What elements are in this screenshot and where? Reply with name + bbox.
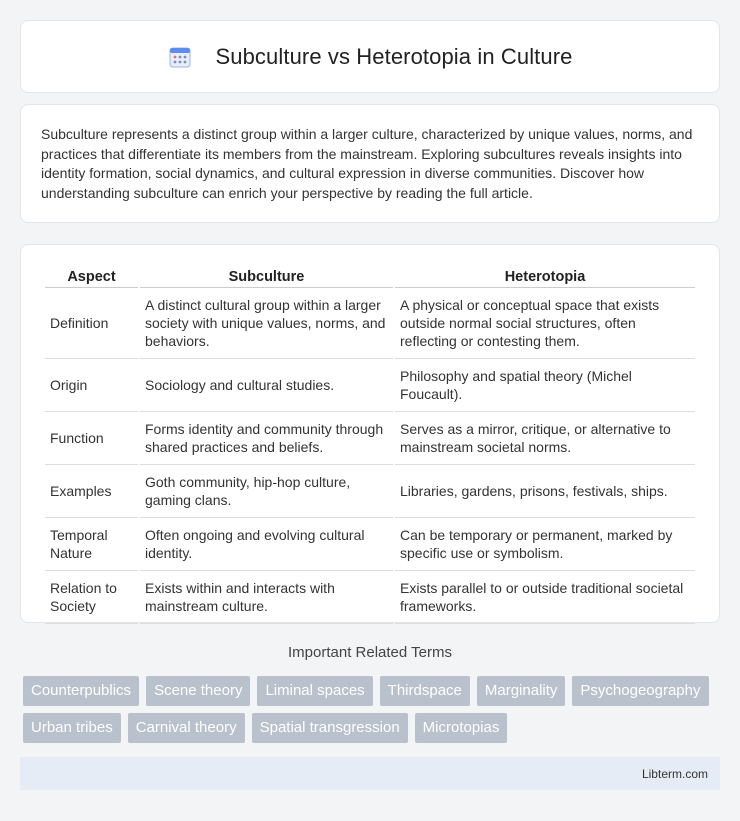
tag-urban-tribes[interactable]: Urban tribes <box>23 713 121 743</box>
header-card <box>20 20 720 93</box>
table-row <box>45 288 695 359</box>
intro-card <box>20 104 720 223</box>
footer-site-link[interactable]: Libterm.com <box>641 766 708 781</box>
calendar-icon <box>167 44 193 70</box>
cell-subculture: A distinct cultural group within a larger society with unique values, norms, and behaviors. <box>140 288 393 359</box>
header-heterotopia: Heterotopia <box>395 265 695 288</box>
table-row <box>45 465 695 518</box>
cell-heterotopia: Libraries, gardens, prisons, festivals, ships. <box>395 465 695 518</box>
table-row <box>45 412 695 465</box>
header-subculture: Subculture <box>140 265 393 288</box>
footer <box>20 757 720 790</box>
header-aspect: Aspect <box>45 265 138 288</box>
cell-aspect: Temporal Nature <box>45 518 138 571</box>
cell-subculture: Forms identity and community through shared practices and beliefs. <box>140 412 393 465</box>
tag-thirdspace[interactable]: Thirdspace <box>380 676 470 706</box>
tag-scene-theory[interactable]: Scene theory <box>146 676 250 706</box>
title-wrap <box>167 44 572 70</box>
tag-spatial-transgression[interactable]: Spatial transgression <box>252 713 408 743</box>
comparison-table <box>43 265 697 624</box>
related-terms-title: Important Related Terms <box>288 644 452 661</box>
cell-heterotopia: Exists parallel to or outside traditional societal frameworks. <box>395 571 695 624</box>
cell-heterotopia: A physical or conceptual space that exists outside normal social structures, often reflecting or contesting them. <box>395 288 695 359</box>
cell-aspect: Function <box>45 412 138 465</box>
related-terms-list <box>23 676 723 743</box>
cell-aspect: Origin <box>45 359 138 412</box>
cell-subculture: Goth community, hip-hop culture, gaming clans. <box>140 465 393 518</box>
tag-microtopias[interactable]: Microtopias <box>415 713 508 743</box>
cell-subculture: Often ongoing and evolving cultural identity. <box>140 518 393 571</box>
cell-aspect: Definition <box>45 288 138 359</box>
cell-subculture: Sociology and cultural studies. <box>140 359 393 412</box>
tag-carnival-theory[interactable]: Carnival theory <box>128 713 245 743</box>
tag-liminal-spaces[interactable]: Liminal spaces <box>257 676 372 706</box>
tag-marginality[interactable]: Marginality <box>477 676 566 706</box>
table-row <box>45 571 695 624</box>
tag-counterpublics[interactable]: Counterpublics <box>23 676 139 706</box>
table-header-row <box>45 265 695 288</box>
tag-psychogeography[interactable]: Psychogeography <box>572 676 708 706</box>
cell-aspect: Examples <box>45 465 138 518</box>
cell-aspect: Relation to Society <box>45 571 138 624</box>
table-row <box>45 518 695 571</box>
comparison-table-card <box>20 244 720 623</box>
cell-heterotopia: Serves as a mirror, critique, or alternative to mainstream societal norms. <box>395 412 695 465</box>
page-title: Subculture vs Heterotopia in Culture <box>215 43 573 69</box>
cell-heterotopia: Philosophy and spatial theory (Michel Foucault). <box>395 359 695 412</box>
cell-subculture: Exists within and interacts with mainstream culture. <box>140 571 393 624</box>
intro-text: Subculture represents a distinct group within a larger culture, characterized by unique values, norms, and practices that differentiate its members from the mainstream. Exploring subcultures reveals insights into identity formation, social dynamics, and cultural expression in diverse communities. Discover how understanding subculture can enrich your perspective by reading the full article. <box>41 126 693 201</box>
table-row <box>45 359 695 412</box>
cell-heterotopia: Can be temporary or permanent, marked by specific use or symbolism. <box>395 518 695 571</box>
